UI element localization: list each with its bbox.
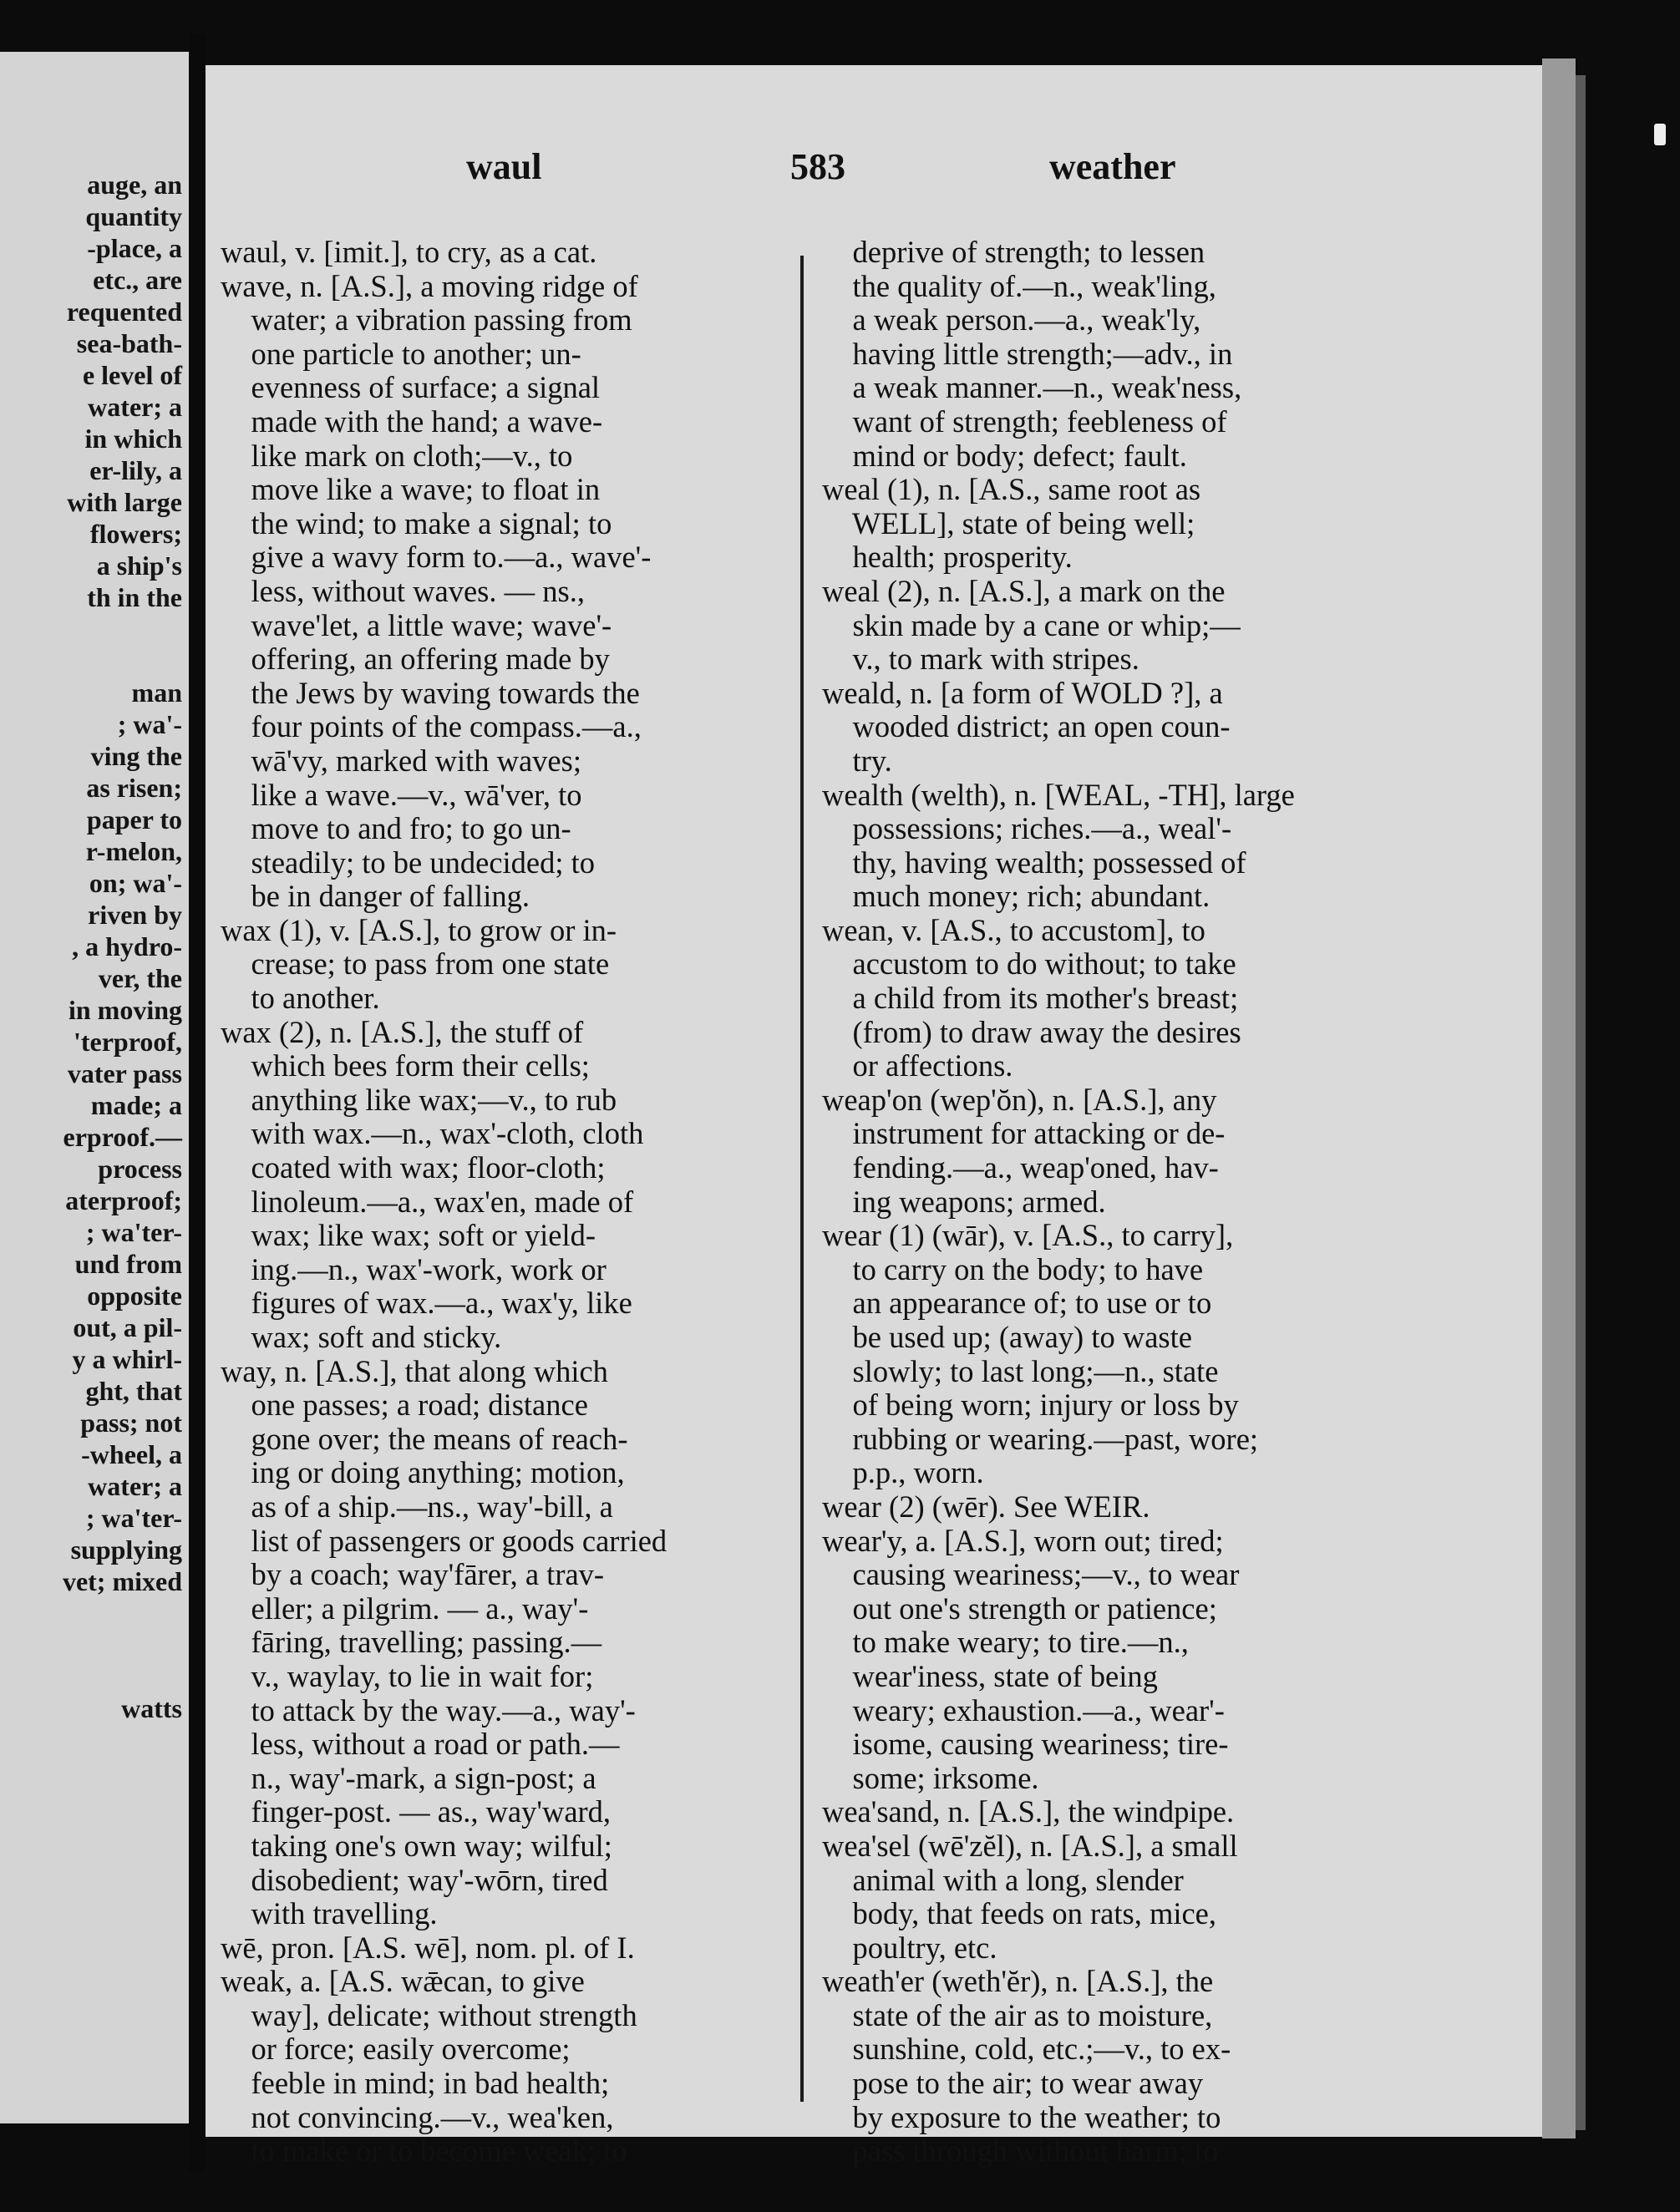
entry-line: accustom to do without; to take — [822, 946, 1236, 982]
entry-line: weak, a. [A.S. wǣcan, to give — [221, 1964, 585, 1999]
entry-line: wea'sel (wē'zĕl), n. [A.S.], a small — [822, 1828, 1238, 1863]
entry-line: water; a vibration passing from — [221, 302, 632, 337]
entry-line: out one's strength or patience; — [822, 1591, 1217, 1626]
entry-line: or force; easily overcome; — [221, 2032, 571, 2067]
entry-line: wave, n. [A.S.], a moving ridge of — [221, 268, 638, 303]
entry-line: much money; rich; abundant. — [822, 879, 1211, 914]
entry-line: like mark on cloth;—v., to — [221, 438, 573, 473]
entry-line: offering, an offering made by — [221, 642, 610, 677]
previous-page-line: ving the — [90, 741, 182, 771]
previous-page-line: watts — [121, 1693, 182, 1723]
previous-page-line: ght, that — [85, 1376, 182, 1406]
previous-page-line: with large — [67, 487, 182, 517]
entry-line: state of the air as to moisture, — [822, 1997, 1213, 2032]
entry-line: an appearance of; to use or to — [822, 1286, 1212, 1321]
entry-line: possessions; riches.—a., weal'- — [822, 811, 1232, 846]
entry-line: wax; like wax; soft or yield- — [221, 1218, 596, 1253]
entry-line: a weak person.—a., weak'ly, — [822, 302, 1201, 337]
running-header — [206, 145, 1542, 195]
entry-line: health; prosperity. — [822, 540, 1073, 575]
entry-line: wooded district; an open coun- — [822, 709, 1231, 744]
scan-artifact — [1654, 124, 1666, 145]
entry-line: linoleum.—a., wax'en, made of — [221, 1184, 634, 1219]
entry-line: instrument for attacking or de- — [822, 1116, 1226, 1151]
entry-line: wā'vy, marked with waves; — [221, 743, 581, 778]
previous-page-line — [0, 1756, 182, 1788]
previous-page-line: water; a — [88, 392, 182, 422]
previous-page-line: water; a — [88, 1471, 182, 1501]
entry-line: p.p., worn. — [822, 1455, 984, 1490]
entry-line: wear'iness, state of being — [822, 1658, 1158, 1693]
entry-line: of being worn; injury or loss by — [822, 1388, 1239, 1423]
previous-page-fragment — [0, 52, 189, 2123]
right-guide-word: weather — [1049, 146, 1176, 187]
entry-line: as of a ship.—ns., way'-bill, a — [221, 1489, 613, 1524]
entry-line: figures of wax.—a., wax'y, like — [221, 1286, 632, 1321]
previous-page-line: ; wa'- — [117, 709, 182, 739]
entry-line: which bees form their cells; — [221, 1048, 590, 1083]
previous-page-line — [0, 1661, 182, 1692]
previous-page-line: paper to — [86, 804, 182, 835]
previous-page-text — [0, 169, 182, 1883]
right-column — [822, 236, 1540, 2169]
entry-line: poultry, etc. — [822, 1930, 997, 1965]
entry-line: the wind; to make a signal; to — [221, 505, 612, 540]
previous-page-line — [0, 645, 182, 677]
previous-page-line: on; wa'- — [89, 868, 182, 898]
entry-line: animal with a long, slender — [822, 1862, 1184, 1897]
entry-line: isome, causing weariness; tire- — [822, 1727, 1229, 1762]
entry-line: wea'sand, n. [A.S.], the windpipe. — [822, 1794, 1235, 1829]
entry-line: like a wave.—v., wā'ver, to — [221, 777, 582, 812]
entry-line: move like a wave; to float in — [221, 472, 601, 507]
entry-line: v., waylay, to lie in wait for; — [221, 1658, 594, 1693]
entry-line: thy, having wealth; possessed of — [822, 845, 1246, 880]
entry-line: ing or doing anything; motion, — [221, 1455, 625, 1490]
previous-page-line: und from — [74, 1249, 182, 1279]
entry-line: by exposure to the weather; to — [822, 2099, 1221, 2134]
entry-line: v., to mark with stripes. — [822, 642, 1139, 677]
previous-page-line — [0, 1629, 182, 1661]
entry-line: weath'er (weth'ĕr), n. [A.S.], the — [822, 1964, 1214, 1999]
previous-page-line: out, a pil- — [73, 1312, 182, 1342]
previous-page-line: -wheel, a — [81, 1439, 182, 1469]
entry-line: fāring, travelling; passing.— — [221, 1625, 602, 1660]
entry-line: ing weapons; armed. — [822, 1184, 1106, 1219]
entry-line: four points of the compass.—a., — [221, 709, 642, 744]
column-divider — [800, 256, 804, 2102]
previous-page-line: vater pass — [67, 1058, 182, 1088]
entry-line: be used up; (away) to waste — [822, 1320, 1192, 1354]
entry-line: anything like wax;—v., to rub — [221, 1082, 617, 1117]
entry-line: to make weary; to tire.—n., — [822, 1625, 1189, 1660]
entry-line: ing.—n., wax'-work, work or — [221, 1251, 607, 1286]
page-edge-shadow — [1576, 75, 1586, 2130]
previous-page-line: y a whirl- — [72, 1344, 182, 1374]
entry-line: way, n. [A.S.], that along which — [221, 1353, 608, 1388]
entry-line: pose to the air; to wear away — [822, 2066, 1204, 2101]
entry-line: taking one's own way; wilful; — [221, 1828, 612, 1863]
previous-page-line: aterproof; — [65, 1185, 182, 1215]
entry-line: or affections. — [822, 1048, 1013, 1083]
previous-page-line: opposite — [87, 1281, 182, 1311]
previous-page-line: process — [98, 1154, 182, 1184]
entry-line: less, without waves. — ns., — [221, 573, 585, 608]
entry-line: weal (2), n. [A.S.], a mark on the — [822, 573, 1226, 608]
entry-line: crease; to pass from one state — [221, 946, 610, 982]
entry-line: to carry on the body; to have — [822, 1251, 1204, 1286]
previous-page-line: er-lily, a — [89, 455, 182, 485]
entry-line: wear (1) (wār), v. [A.S., to carry], — [822, 1218, 1234, 1253]
entry-line: be in danger of falling. — [221, 879, 530, 914]
entry-line: n., way'-mark, a sign-post; a — [221, 1760, 596, 1795]
entry-line: with wax.—n., wax'-cloth, cloth — [221, 1116, 644, 1151]
previous-page-line: pass; not — [80, 1408, 182, 1438]
entry-line: coated with wax; floor-cloth; — [221, 1150, 606, 1185]
previous-page-line: r-melon, — [85, 836, 182, 866]
entry-line: with travelling. — [221, 1896, 438, 1931]
previous-page-line: -place, a — [87, 233, 182, 263]
entry-line: skin made by a cane or whip;— — [822, 607, 1241, 642]
entry-line: weap'on (wep'ŏn), n. [A.S.], any — [822, 1082, 1217, 1117]
entry-line: mind or body; defect; fault. — [822, 438, 1187, 473]
previous-page-line: supplying — [70, 1535, 182, 1565]
entry-line: move to and fro; to go un- — [221, 811, 571, 846]
previous-page-line: ; wa'ter- — [85, 1503, 182, 1533]
entry-line: a child from its mother's breast; — [822, 981, 1239, 1016]
left-column — [221, 236, 822, 2169]
entry-line: sunshine, cold, etc.;—v., to ex- — [822, 2032, 1231, 2067]
entry-line: try. — [822, 743, 892, 778]
entry-line: a weak manner.—n., weak'ness, — [822, 370, 1242, 405]
entry-line: deprive of strength; to lessen — [822, 235, 1205, 269]
entry-line: wave'let, a little wave; wave'- — [221, 607, 612, 642]
entry-line: waul, v. [imit.], to cry, as a cat. — [221, 235, 597, 269]
previous-page-line — [0, 1819, 182, 1851]
previous-page-line — [0, 1724, 182, 1756]
previous-page-line: etc., are — [93, 265, 182, 295]
entry-line: the quality of.—n., weak'ling, — [822, 268, 1216, 303]
previous-page-line: riven by — [88, 900, 182, 930]
previous-page-line: made; a — [90, 1090, 182, 1120]
page-edge — [1542, 58, 1576, 2138]
previous-page-line: 'terproof, — [73, 1027, 182, 1057]
entry-line: wax (2), n. [A.S.], the stuff of — [221, 1014, 584, 1049]
previous-page-line: auge, an — [87, 170, 182, 200]
entry-line: rubbing or wearing.—past, wore; — [822, 1421, 1259, 1456]
previous-page-line: flowers; — [89, 519, 182, 549]
previous-page-line — [0, 1788, 182, 1819]
previous-page-line — [0, 613, 182, 645]
entry-line: weald, n. [a form of WOLD ?], a — [822, 675, 1223, 710]
previous-page-line: as risen; — [86, 773, 182, 803]
entry-line: disobedient; way'-wōrn, tired — [221, 1862, 608, 1897]
page-number: 583 — [790, 146, 845, 187]
previous-page-line: sea-bath- — [76, 328, 182, 358]
previous-page-line: erproof.— — [63, 1122, 182, 1152]
entry-line: body, that feeds on rats, mice, — [822, 1896, 1217, 1931]
entry-line: pass through without harm; to — [822, 2133, 1219, 2169]
entry-line: having little strength;—adv., in — [822, 336, 1233, 371]
entry-line: slowly; to last long;—n., state — [822, 1353, 1219, 1388]
entry-line: evenness of surface; a signal — [221, 370, 601, 405]
previous-page-line: e level of — [82, 360, 182, 390]
entry-line: wealth (welth), n. [WEAL, -TH], large — [822, 777, 1295, 812]
entry-line: some; irksome. — [822, 1760, 1039, 1795]
entry-line: not convincing.—v., wea'ken, — [221, 2099, 614, 2134]
entry-line: the Jews by waving towards the — [221, 675, 640, 710]
previous-page-line — [0, 1851, 182, 1883]
entry-line: weary; exhaustion.—a., wear'- — [822, 1692, 1225, 1727]
previous-page-line: in which — [84, 424, 182, 454]
previous-page-line: man — [131, 677, 182, 708]
entry-line: list of passengers or goods carried — [221, 1523, 667, 1558]
entry-line: give a wavy form to.—a., wave'- — [221, 540, 652, 575]
previous-page-line: a ship's — [96, 550, 182, 581]
entry-line: to make or to become weak; to — [221, 2133, 627, 2169]
previous-page-line — [0, 1597, 182, 1629]
entry-line: one particle to another; un- — [221, 336, 581, 371]
book-gutter — [189, 33, 206, 2172]
entry-line: want of strength; feebleness of — [822, 403, 1227, 439]
left-guide-word: waul — [466, 146, 542, 187]
previous-page-line: vet; mixed — [62, 1566, 182, 1596]
previous-page-line: , a hydro- — [72, 931, 182, 961]
previous-page-line: requented — [66, 297, 182, 327]
entry-line: wean, v. [A.S., to accustom], to — [822, 912, 1205, 947]
dictionary-page — [206, 65, 1542, 2169]
previous-page-line: in moving — [68, 995, 182, 1025]
entry-line: wear (2) (wēr). See WEIR. — [822, 1489, 1150, 1524]
entry-line: (from) to draw away the desires — [822, 1014, 1241, 1049]
entry-line: by a coach; way'fārer, a trav- — [221, 1557, 605, 1592]
entry-line: finger-post. — as., way'ward, — [221, 1794, 612, 1829]
previous-page-line: ver, the — [98, 963, 182, 993]
entry-line: way], delicate; without strength — [221, 1997, 637, 2032]
previous-page-line: th in the — [87, 582, 182, 612]
entry-line: weal (1), n. [A.S., same root as — [822, 472, 1201, 507]
entry-line: one passes; a road; distance — [221, 1388, 588, 1423]
entry-line: to another. — [221, 981, 380, 1016]
previous-page-line: ; wa'ter- — [85, 1217, 182, 1247]
entry-line: wē, pron. [A.S. wē], nom. pl. of I. — [221, 1930, 635, 1965]
entry-line: made with the hand; a wave- — [221, 403, 603, 439]
entry-line: wax (1), v. [A.S.], to grow or in- — [221, 912, 617, 947]
entry-line: gone over; the means of reach- — [221, 1421, 628, 1456]
entry-line: eller; a pilgrim. — a., way'- — [221, 1591, 589, 1626]
previous-page-line: quantity — [85, 201, 182, 231]
entry-line: WELL], state of being well; — [822, 505, 1195, 540]
entry-line: fending.—a., weap'oned, hav- — [822, 1150, 1219, 1185]
entry-line: wax; soft and sticky. — [221, 1320, 502, 1354]
entry-line: feeble in mind; in bad health; — [221, 2066, 610, 2101]
entry-line: wear'y, a. [A.S.], worn out; tired; — [822, 1523, 1224, 1558]
entry-line: steadily; to be undecided; to — [221, 845, 596, 880]
entry-line: to attack by the way.—a., way'- — [221, 1692, 636, 1727]
entry-line: causing weariness;—v., to wear — [822, 1557, 1240, 1592]
entry-line: less, without a road or path.— — [221, 1727, 620, 1762]
